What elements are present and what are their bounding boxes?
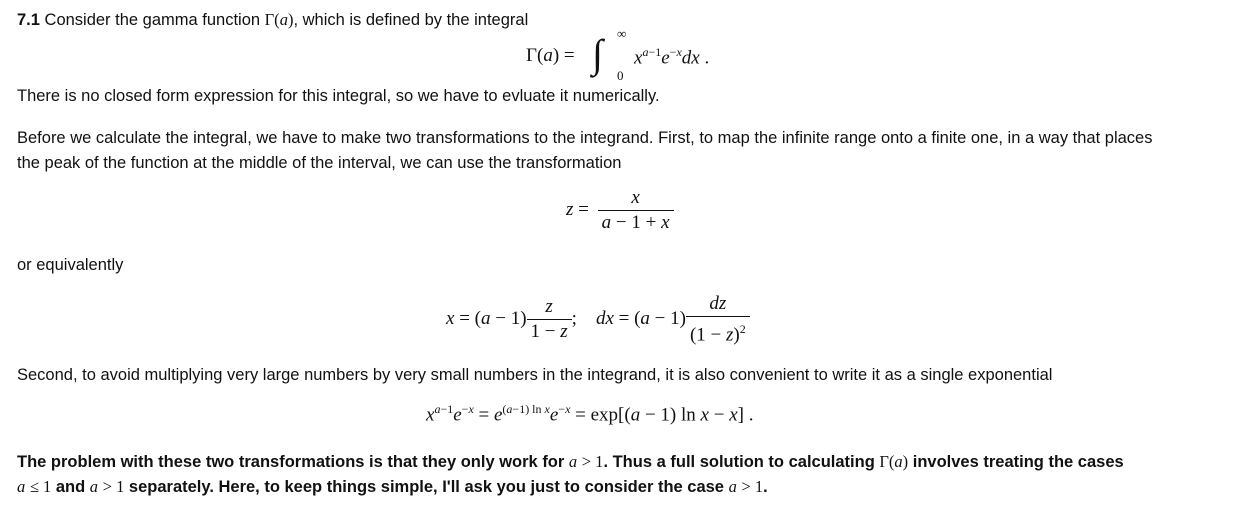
transform-text-line2: the peak of the function at the middle of the interval, we can use the transformation <box>17 154 622 172</box>
problem-number: 7.1 <box>17 11 40 29</box>
note-line2: a ≤ 1 and a > 1 separately. Here, to keep things simple, I'll ask you just to consider the case a > 1. <box>17 477 768 496</box>
x-dx-equation: x = (a − 1) $\frac{z}{1 - z}$ ; dx = (a − 1) $\frac{dz}{(1 - z)^2}$ <box>446 292 750 347</box>
no-closed-form-text: There is no closed form expression for this integral, so we have to evluate it numerically. <box>17 87 660 105</box>
z-transform-equation: z = $\frac{x}{a - 1 + x}$ <box>566 186 674 235</box>
transform-text-line1: Before we calculate the integral, we have to make two transformations to the integrand. First, to map the infinite range onto a finite one, in a way that places <box>17 129 1153 147</box>
problem-intro: 7.1 Consider the gamma function Γ(a), which is defined by the integral <box>17 10 529 29</box>
note-line1: The problem with these two transformations is that they only work for a > 1. Thus a full solution to calculating Γ(a) involves treating the cases <box>17 452 1124 471</box>
or-equivalently-text: or equivalently <box>17 256 124 274</box>
second-transform-text: Second, to avoid multiplying very large numbers by very small numbers in the integrand, it is also convenient to write it as a single exponential <box>17 366 1053 384</box>
exponential-equation: $x^{a-1}e^{-x} = e^{(a-1) ln x}e^{-x} = \exp[(a - 1)$ ln x − x] . <box>426 402 754 426</box>
